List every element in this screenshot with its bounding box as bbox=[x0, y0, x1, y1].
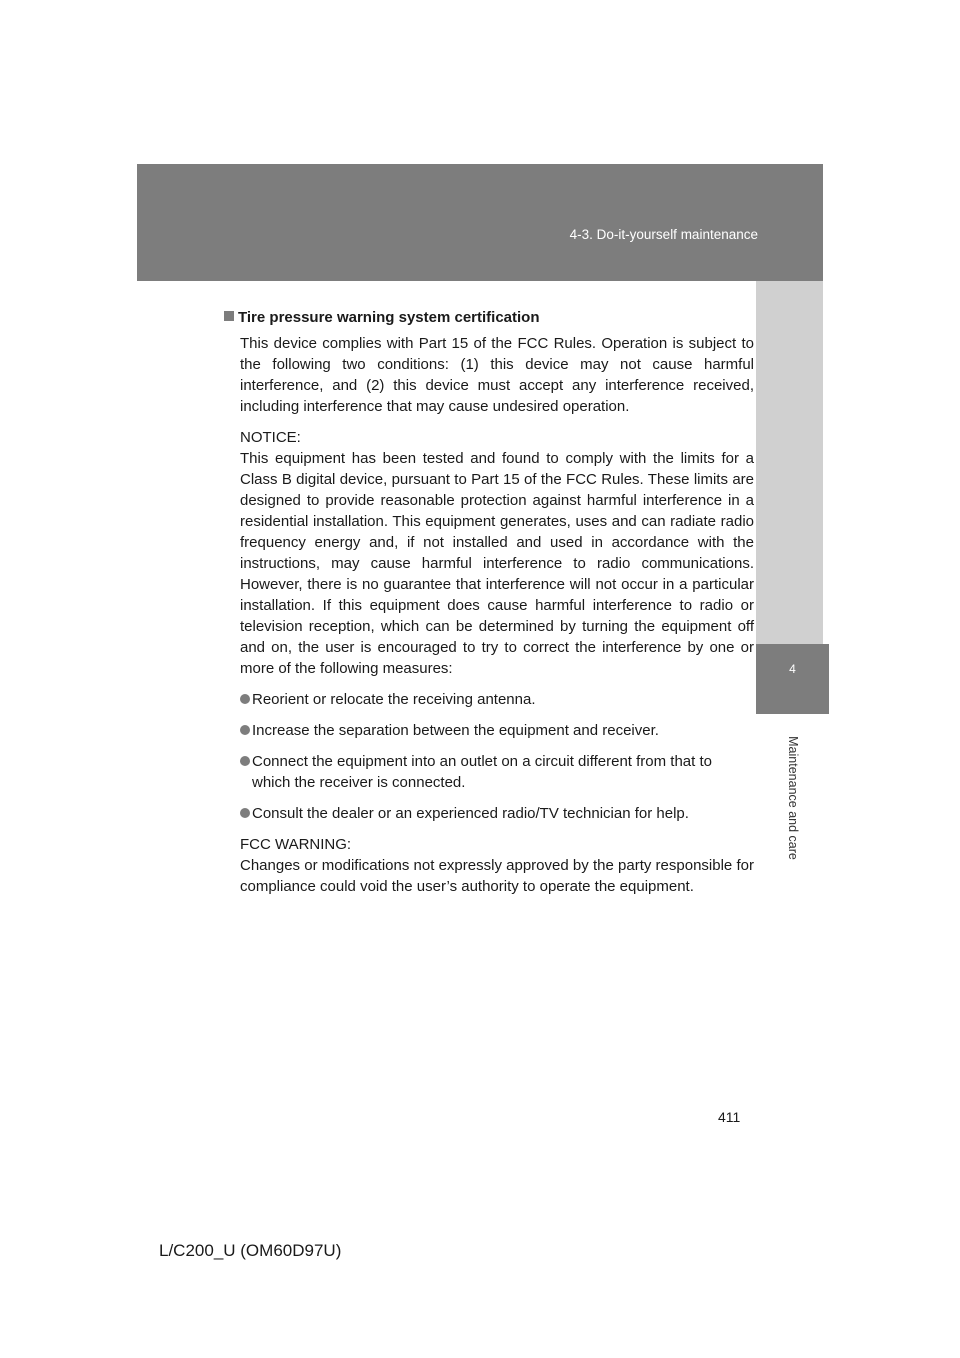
list-item-text: Connect the equipment into an outlet on a circuit different from that to which the receiver is connected. bbox=[252, 753, 712, 791]
section-title: 4-3. Do-it-yourself maintenance bbox=[569, 227, 758, 242]
side-tab-background bbox=[756, 281, 823, 644]
bullet-icon bbox=[240, 808, 250, 818]
bullet-icon bbox=[240, 725, 250, 735]
list-item bbox=[240, 689, 754, 710]
section-heading-text: Tire pressure warning system certification bbox=[238, 309, 540, 326]
chapter-number: 4 bbox=[789, 662, 796, 676]
intro-paragraph: This device complies with Part 15 of the FCC Rules. Operation is subject to the following two conditions: (1) this device may not cause harmful interference, and (2) this device must accept any interference received, including interference that may cause undesired operation. bbox=[240, 335, 754, 415]
list-item-text: Consult the dealer or an experienced radio/TV technician for help. bbox=[252, 805, 689, 822]
document-code: L/C200_U (OM60D97U) bbox=[159, 1241, 342, 1260]
section-heading bbox=[224, 308, 754, 328]
header-band bbox=[137, 164, 823, 281]
chapter-tab bbox=[756, 644, 829, 714]
list-item-text: Reorient or relocate the receiving antenna. bbox=[252, 691, 536, 708]
notice-text: This equipment has been tested and found to comply with the limits for a Class B digital device, pursuant to Part 15 of the FCC Rules. These limits are designed to provide reasonable protection against harmful interference in a residential installation. This equipment generates, uses and can radiate radio frequency energy and, if not installed and used in accordance with the instructions, may cause harmful interference to radio communications. However, there is no guarantee that interference will not occur in a particular installation. If this equipment does cause harmful interference to radio or television reception, which can be determined by turning the equipment off and on, the user is encouraged to try to correct the interference by one or more of the following measures: bbox=[240, 450, 754, 677]
bullet-icon bbox=[240, 694, 250, 704]
chapter-label: Maintenance and care bbox=[785, 736, 800, 860]
heading-square-icon bbox=[224, 311, 234, 321]
warning-text: Changes or modifications not expressly approved by the party responsible for compliance could void the user’s authority to operate the equipment. bbox=[240, 857, 754, 895]
list-item bbox=[240, 751, 754, 793]
bullet-icon bbox=[240, 756, 250, 766]
warning-paragraph bbox=[240, 834, 754, 897]
list-item bbox=[240, 720, 754, 741]
list-item-text: Increase the separation between the equipment and receiver. bbox=[252, 722, 659, 739]
notice-paragraph bbox=[240, 427, 754, 679]
notice-label: NOTICE: bbox=[240, 429, 301, 446]
warning-label: FCC WARNING: bbox=[240, 836, 352, 853]
page-number: 411 bbox=[718, 1109, 741, 1125]
chapter-label-container bbox=[756, 714, 829, 882]
list-item bbox=[240, 803, 754, 824]
main-content bbox=[224, 308, 754, 907]
